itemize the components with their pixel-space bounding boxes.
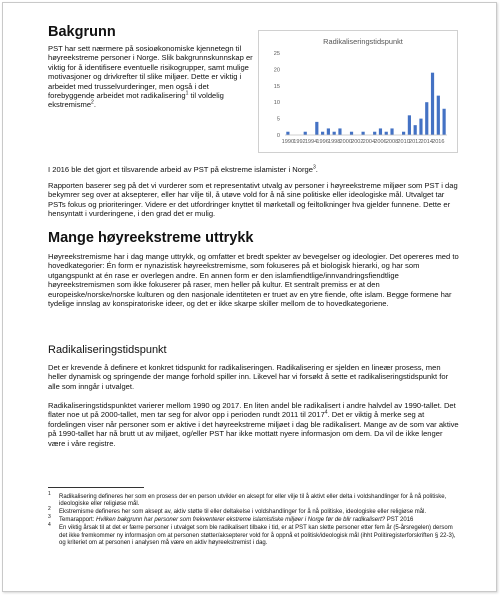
x-tick-label: 1992 <box>293 139 306 145</box>
radikalisering-chart <box>258 30 458 153</box>
y-tick-label: 0 <box>276 133 280 139</box>
chart-title: Radikaliseringstidspunkt <box>323 37 403 46</box>
footnote-text: Radikalisering defineres her som en prosess der en person utvikler en aksept for eller vilje til å aktivt eller delta i voldshandlinger for å nå politiske, ideologiske eller religiøse mål. <box>59 494 447 508</box>
x-tick-label: 2002 <box>351 139 364 145</box>
footnote-ref-2[interactable]: 2 <box>91 99 94 106</box>
paragraph-krevende: Det er krevende å definere et konkret tidspunkt for radikaliseringen. Radikalisering er sjelden en lineær prosess, men heller dynamisk og springende der mange forhold spiller inn. Likevel har vi forsøkt å sette et radikaliseringstidspunkt for alle som inngår i utvalget. <box>48 363 449 391</box>
footnote-3 <box>48 514 460 524</box>
bar-2017 <box>443 109 446 135</box>
footnote-2 <box>48 506 460 516</box>
bar-2014 <box>425 102 428 135</box>
chart-bars <box>286 73 445 135</box>
subheading-radikaliseringstidspunkt: Radikaliseringstidspunkt <box>48 344 167 356</box>
x-tick-label: 2010 <box>397 139 410 145</box>
bar-2016 <box>437 96 440 135</box>
bar-2012 <box>414 125 417 135</box>
paragraph-rapport: Rapporten baserer seg på det vi vurderer som et representativt utvalg av personer i høyreekstreme miljøer som PST i dag bekymrer seg over at aksepterer, eller har vilje til, å utøve vold for å nå sine politiske eller ideologiske mål. Utvalget tar PSTs fokus og prioriteringer. Videre er det utfordringer knyttet til mørketall og feiltolkninger hva gjelder funnene. Dette er hensyntatt i vurderingene, i den grad det er mulig. <box>48 181 458 219</box>
footnote-separator <box>48 487 144 488</box>
bar-1995 <box>315 122 318 135</box>
bar-1998 <box>333 132 336 135</box>
footnote-number: 3 <box>48 514 51 521</box>
bar-1999 <box>338 128 341 135</box>
x-tick-label: 2008 <box>385 139 399 145</box>
y-tick-label: 5 <box>276 116 280 123</box>
footnote-number: 2 <box>48 506 51 513</box>
bar-2010 <box>402 132 405 135</box>
chart-svg <box>259 31 457 152</box>
intro-middle-text: til voldelig ekstremisme <box>48 91 224 110</box>
x-tick-label: 2012 <box>408 139 422 145</box>
x-tick-label: 2016 <box>432 139 445 145</box>
footnote-ref-3[interactable]: 3 <box>312 164 316 171</box>
x-tick-label: 2006 <box>374 139 387 145</box>
section-heading-mange-uttrykk: Mange høyreekstreme uttrykk <box>48 230 254 246</box>
footnote-1 <box>48 491 460 509</box>
bar-1997 <box>327 128 330 135</box>
footnote-text: En viktig årsak til at det er færre personer i utvalget som ble radikalisert tilbake i tid, er at PST kan slette personer etter fem år (5-årsregelen) dersom det ikke fremkommer ny informasjon om at personen støtter/aksepterer vold for å oppnå et politisk/ideologisk mål (ihht Politiregisterforskriften § 22-3), og kriteriet om at personen i analysen må være en aktiv høyreekstremist i dag. <box>59 525 456 547</box>
bar-2008 <box>390 128 393 135</box>
y-tick-label: 10 <box>273 100 280 107</box>
bar-2007 <box>385 132 388 135</box>
x-tick-label: 2004 <box>362 139 376 145</box>
x-tick-label: 2000 <box>339 139 352 145</box>
paragraph-varierer <box>48 401 460 448</box>
bar-2003 <box>362 132 365 135</box>
paragraph-2016-text: I 2016 ble det gjort et tilsvarende arbeid av PST på ekstreme islamister i Norge <box>48 165 313 174</box>
bar-1993 <box>304 132 307 135</box>
bar-2011 <box>408 115 411 135</box>
footnote-3-prefix: Temarapport: <box>59 517 97 524</box>
footnote-4 <box>48 522 460 547</box>
bar-2006 <box>379 128 382 135</box>
footnote-3-title: Hvilken bakgrunn har personer som frekventerer ekstreme islamistiske miljøer i Norge før de blir radikalisert? <box>96 517 386 524</box>
y-tick-label: 25 <box>273 51 280 57</box>
footnote-text <box>59 517 460 524</box>
footnote-3-suffix: PST 2016 <box>385 517 414 524</box>
intro-text: PST har sett nærmere på sosioøkonomiske kjennetegn til høyreekstreme personer i Norge. Slik bakgrunnskunnskap er viktig for å identifisere eventuelle risikogrupper, samt mulige motivasjoner og drivkrefter til slike miljøer. Dette er viktig i arbeidet med trusselvurderinger, men også i det forebyggende arbeidet mot radikalisering <box>48 44 253 101</box>
section-heading-bakgrunn: Bakgrunn <box>48 24 116 40</box>
footnote-number: 4 <box>48 522 51 529</box>
y-tick-label: 15 <box>273 83 280 90</box>
footnote-ref-4[interactable]: 4 <box>324 409 328 416</box>
paragraph-2016-end: . <box>315 165 318 174</box>
x-tick-label: 1998 <box>327 139 341 145</box>
intro-paragraph <box>48 44 256 110</box>
x-axis-ticks <box>282 139 445 145</box>
paragraph-hoyreekstremisme: Høyreekstremisme har i dag mange uttrykk, og omfatter et bredt spekter av bevegelser og ideologier. Det opereres med to hovedkategorier: Én form er nynazistisk høyreekstremisme, som fokuseres på et biologisk hierarki, og har som utgangspunkt at én rase er overlegen andre. En annen form er den islamfiendtlige/innvandringsfiendtlige høyreekstremismen som ikke fokuserer på raser, men heller på kultur. Et sentralt premiss er at den europeiske/norske/norske kulturen og den nasjonale identiteten er truet av en ytre fiende, ofte islam. Begge formene har tydelige innslag av konspiratoriske ideer, og det er ikke skarpe skiller mellom de to hovedkategoriene. <box>48 252 459 309</box>
bar-1990 <box>286 132 289 135</box>
footnotes <box>48 491 460 548</box>
x-tick-label: 1990 <box>281 139 295 145</box>
y-axis-ticks <box>274 51 280 139</box>
x-tick-label: 1996 <box>316 139 329 145</box>
bar-2001 <box>350 132 353 135</box>
x-tick-label: 2014 <box>420 139 433 145</box>
intro-end-text: . <box>93 100 96 110</box>
footnote-ref-1[interactable]: 1 <box>185 90 189 97</box>
y-tick-label: 20 <box>273 67 280 74</box>
bar-2013 <box>419 119 422 135</box>
paragraph-varierer-text: Radikaliseringstidspunktet varierer mellom 1990 og 2017. En liten andel ble radikalisert i andre halvdel av 1990-tallet. Det flater noe ut på 2000-tallet, men tar seg for alvor opp i perioden rundt 2011 til 2017 <box>48 401 456 420</box>
bar-2015 <box>431 73 434 135</box>
footnote-number: 1 <box>48 491 51 497</box>
bar-1996 <box>321 132 324 135</box>
footnote-text: Ekstremisme defineres her som aksept av, aktiv støtte til eller deltakelse i voldshandlinger for å nå politiske, ideologiske eller religiøse mål. <box>59 509 427 516</box>
paragraph-2016 <box>48 165 460 174</box>
bar-2005 <box>373 132 376 135</box>
x-tick-label: 1994 <box>304 139 318 145</box>
paragraph-varierer-end: . Det er viktig å merke seg at fordelingen viser når personer som er aktive i det høyreekstreme miljøet i dag ble radikalisert. Mange av de som var aktive på 1990-tallet har nå brutt ut av miljøet, og/eller PST har ikke mottatt nyere informasjon om dem. Da vil de ikke lenger være i våre registre. <box>48 410 459 448</box>
